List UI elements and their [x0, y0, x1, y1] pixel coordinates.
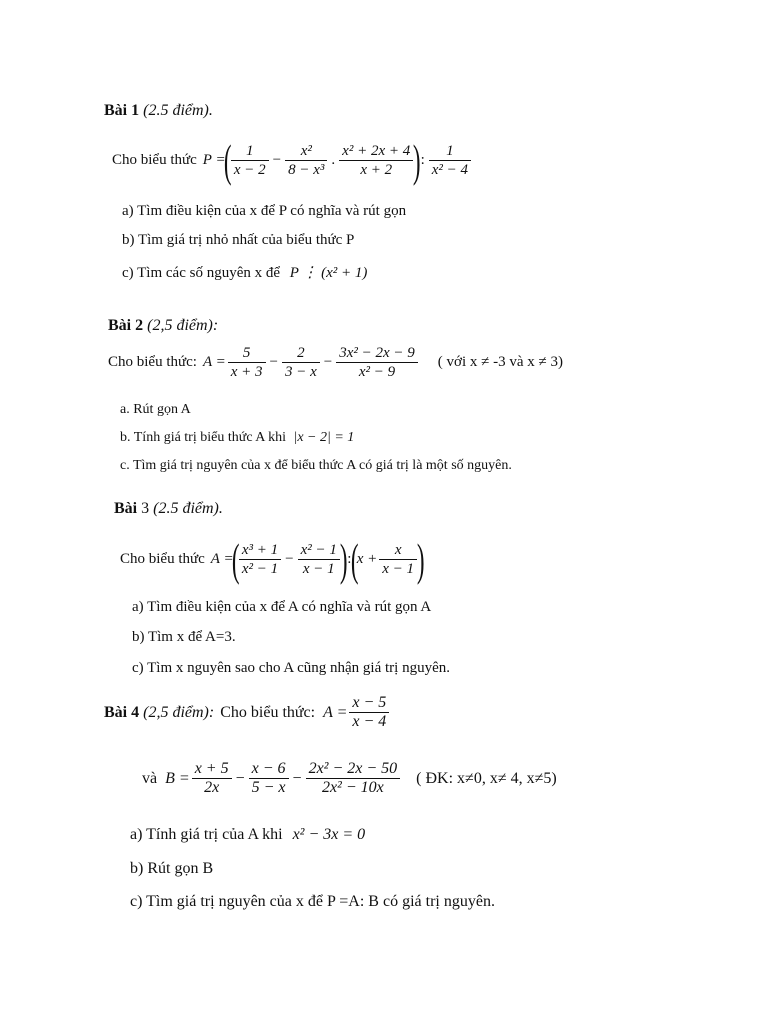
bai2-title-label: Bài 2 — [108, 317, 144, 334]
bai2-title — [108, 317, 218, 335]
bai1-item-b: b) Tìm giá trị nhỏ nhất của biểu thức P — [122, 232, 355, 248]
bai4-title — [104, 704, 214, 722]
bai3-frac3: $\frac{x}{x - 1}$ — [379, 541, 417, 578]
bai4-title-label: Bài 4 — [104, 703, 140, 721]
bai2-item-c: c. Tìm giá trị nguyên của x để biểu thức A có giá trị là một số nguyên. — [120, 458, 512, 473]
bai2-item-a: a. Rút gọn A — [120, 402, 191, 417]
bai2-expression: Cho biểu thức: A = $\frac{5}{x + 3}$ − $\frac{2}{3 - x}$ − $\frac{\text{3x² − 2x − 9}}{\text{x² − 9}}$ ( với x ≠ -3 và x ≠ 3) — [108, 345, 563, 380]
bai3-mid: x + — [356, 551, 378, 567]
bai3-title — [114, 500, 223, 518]
bai1-expression: Cho biểu thức P = ( $\frac{1}{x - 2}$ − $\frac{\text{x²}}{\text{8 − x³}}$ . $\frac{\text{x² + 2x + 4}}{x + 2}$ ) : $\frac{1}{\text{x² − 4}}$ — [112, 134, 473, 187]
bai3-item-a: a) Tìm điều kiện của x để A có nghĩa và rút gọn A — [132, 599, 432, 615]
bai4-exprA-lhs: A = — [323, 703, 348, 721]
bai1-title-label: Bài 1 — [104, 102, 140, 119]
bai4-condition: ( ĐK: x≠0, x≠ 4, x≠5) — [416, 769, 557, 787]
bai4-exprB-frac2: $\frac{x - 6}{5 - x}$ — [249, 760, 289, 797]
bai3-paren2-close: ) — [416, 534, 425, 585]
bai2-item-b-text: b. Tính giá trị biểu thức A khi — [120, 430, 286, 445]
bai3-title-score: (2.5 điểm). — [153, 500, 223, 517]
bai3-paren1-close: ) — [339, 534, 348, 585]
bai4-item-b: b) Rút gọn B — [130, 860, 214, 877]
bai2-frac2: $\frac{2}{3 - x}$ — [282, 344, 320, 381]
bai3-intro: Cho biểu thức — [120, 551, 205, 567]
bai1-frac4: $\frac{1}{\text{x² − 4}}$ — [429, 142, 471, 179]
bai1-item-a: a) Tìm điều kiện của x để P có nghĩa và rút gọn — [122, 203, 407, 219]
bai1-intro: Cho biểu thức — [112, 152, 197, 168]
bai4-header — [104, 694, 391, 731]
bai4-exprB-frac3: $\frac{\text{2x² − 2x − 50}}{\text{2x² − 10x}}$ — [306, 760, 401, 797]
bai3-paren2-open: ( — [351, 534, 359, 585]
bai2-frac3: $\frac{\text{3x² − 2x − 9}}{\text{x² − 9}}$ — [336, 344, 418, 381]
bai4-va: và — [142, 769, 158, 787]
bai1-title-score: (2.5 điểm). — [143, 102, 213, 119]
bai3-item-c: c) Tìm x nguyên sao cho A cũng nhận giá trị nguyên. — [132, 660, 450, 676]
bai2-item-b-math: |x − 2| = 1 — [293, 430, 355, 445]
bai3-expression: Cho biểu thức A = ( $\frac{\text{x³ + 1}}{\text{x² − 1}}$ − $\frac{\text{x² − 1}}{x - 1}$ ) : ( x + $\frac{x}{x - 1}$ ) — [120, 534, 425, 585]
bai1-frac1: $\frac{1}{x - 2}$ — [231, 142, 269, 179]
bai1-item-c — [122, 263, 367, 282]
bai1-paren-open: ( — [223, 135, 232, 186]
bai1-frac3: $\frac{\text{x² + 2x + 4}}{x + 2}$ — [339, 142, 413, 179]
bai1-item-c-math: P ⋮ (x² + 1) — [289, 265, 368, 281]
bai2-intro: Cho biểu thức: — [108, 354, 197, 370]
bai2-lhs: A = — [202, 354, 226, 370]
bai1-frac2: $\frac{\text{x²}}{\text{8 − x³}}$ — [285, 142, 327, 179]
bai1-item-c-text: c) Tìm các số nguyên x để — [122, 265, 281, 281]
bai2-condition: ( với x ≠ -3 và x ≠ 3) — [437, 354, 563, 370]
bai4-exprA-frac: $\frac{x - 5}{x - 4}$ — [349, 694, 389, 731]
bai4-exprB-lhs: B = — [165, 769, 190, 787]
bai3-frac1: $\frac{\text{x³ + 1}}{\text{x² − 1}}$ — [239, 541, 281, 578]
bai4-item-a-math: x² − 3x = 0 — [292, 826, 366, 843]
bai3-lhs: A = — [210, 551, 234, 567]
bai4-item-a — [130, 826, 365, 844]
bai3-item-b: b) Tìm x để A=3. — [132, 629, 236, 645]
bai3-paren1-open: ( — [231, 534, 240, 585]
bai2-item-b — [120, 430, 354, 446]
bai3-title-num: 3 — [141, 500, 150, 517]
bai4-exprB: và B = $\frac{x + 5}{2x}$ − $\frac{x - 6}{5 - x}$ − $\frac{\text{2x² − 2x − 50}}{\text{2x² − 10x}}$ ( ĐK: x≠0, x≠ 4, x≠5) — [142, 760, 557, 796]
bai3-title-label: Bài — [114, 500, 138, 517]
bai4-intro: Cho biểu thức: — [220, 703, 316, 721]
bai1-lhs: P = — [202, 152, 226, 168]
bai4-exprB-frac1: $\frac{x + 5}{2x}$ — [192, 760, 232, 797]
bai2-title-score: (2,5 điểm): — [147, 317, 219, 334]
bai2-frac1: $\frac{5}{x + 3}$ — [228, 344, 266, 381]
bai4-item-a-text: a) Tính giá trị của A khi — [130, 826, 283, 843]
bai1-title — [104, 102, 213, 120]
bai4-title-score: (2,5 điểm): — [143, 703, 215, 721]
bai1-paren-close: ) — [413, 135, 421, 186]
bai4-item-c: c) Tìm giá trị nguyên của x để P =A: B có giá trị nguyên. — [130, 893, 495, 910]
bai3-frac2: $\frac{\text{x² − 1}}{x - 1}$ — [298, 541, 340, 578]
